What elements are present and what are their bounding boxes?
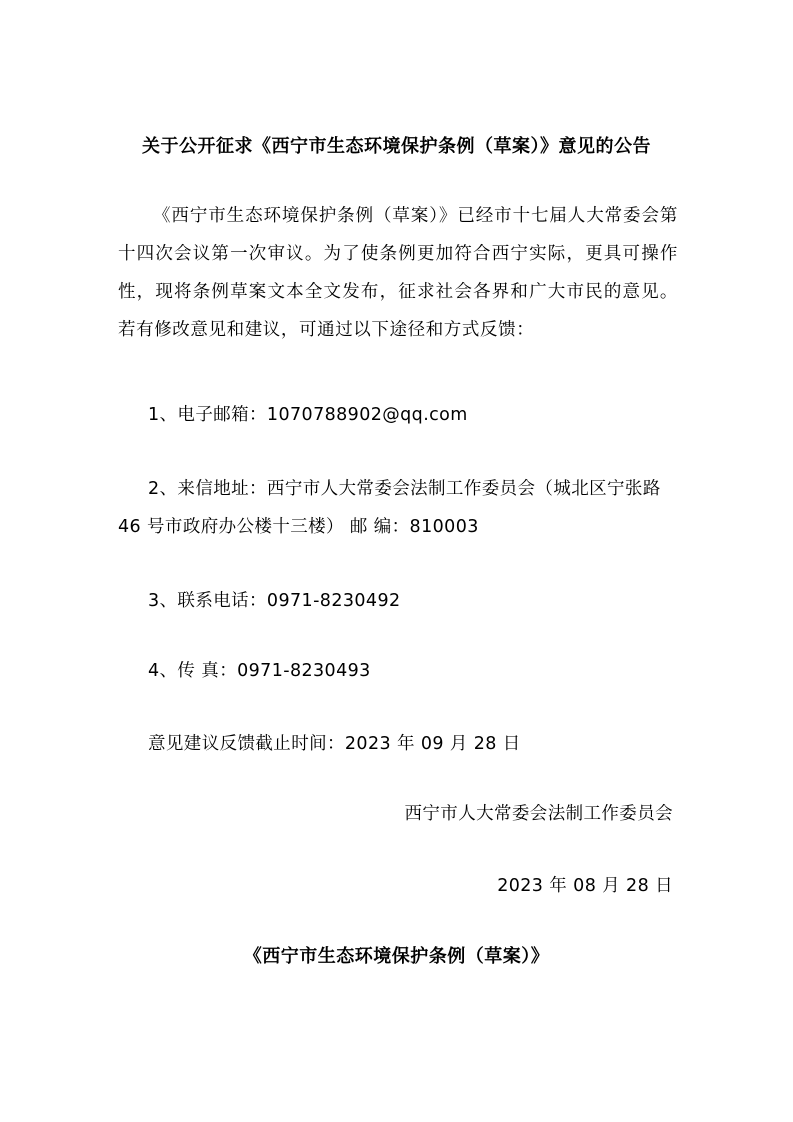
contact-phone: 3、联系电话：0971-8230492 — [148, 591, 401, 611]
feedback-deadline: 意见建议反馈截止时间：2023 年 09 月 28 日 — [148, 734, 521, 754]
contact-fax: 4、传 真：0971-8230493 — [148, 661, 371, 681]
contact-email: 1、电子邮箱：1070788902@qq.com — [148, 405, 468, 425]
draft-title: 《西宁市生态环境保护条例（草案）》 — [243, 946, 550, 967]
issue-date: 2023 年 08 月 28 日 — [497, 876, 673, 896]
notice-intro-paragraph: 《西宁市生态环境保护条例（草案）》已经市十七届人大常委会第十四次会议第一次审议。为了使条例更加符合西宁实际，更具可操作性，现将条例草案文本全文发布，征求社会各界和广大市民的意见。若有修改意见和建议，可通过以下途径和方式反馈： — [118, 206, 678, 340]
contact-address-line2: 46 号市政府办公楼十三楼） 邮 编：810003 — [118, 517, 479, 537]
contact-address-line1: 2、来信地址：西宁市人大常委会法制工作委员会（城北区宁张路 — [148, 479, 661, 499]
notice-title: 关于公开征求《西宁市生态环境保护条例（草案）》意见的公告 — [142, 136, 651, 157]
issuer-signature: 西宁市人大常委会法制工作委员会 — [404, 804, 673, 824]
